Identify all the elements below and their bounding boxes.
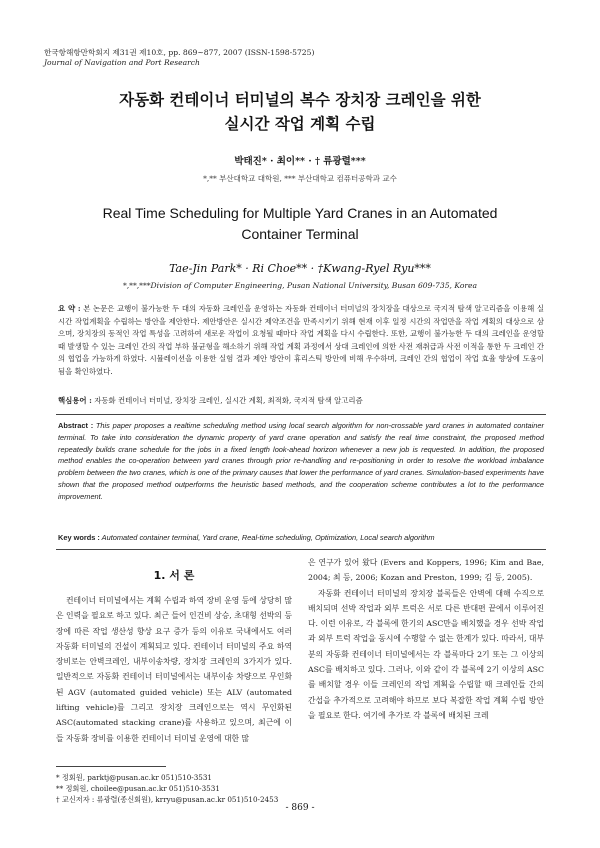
keywords-korean-label: 핵심용어 : — [58, 396, 92, 405]
abstract-korean — [58, 303, 544, 379]
keywords-english — [58, 532, 544, 544]
title-korean — [0, 88, 600, 136]
section-heading: 1. 서 론 — [153, 569, 195, 582]
journal-header — [44, 48, 314, 68]
footnotes — [56, 772, 278, 805]
title-korean-line-2: 실시간 작업 계획 수립 — [224, 115, 376, 133]
body-paragraph: 은 연구가 있어 왔다 (Evers and Koppers, 1996; Kim and Bae, 2004; 최 등, 2006; Kozan and Preston, 1999; 김 등, 2005). — [308, 558, 544, 583]
footnote-item: ** 정회원, choilee@pusan.ac.kr 051)510-3531 — [56, 784, 220, 793]
affiliation-english: *,**,***Division of Computer Engineering, Pusan National University, Busan 609-735, Korea — [122, 281, 478, 290]
keywords-english-text: Automated container terminal, Yard crane, Real-time scheduling, Optimization, Local search algorithm — [101, 533, 435, 542]
journal-name-en: Journal of Navigation and Port Research — [44, 58, 200, 67]
abstract-english-label: Abstract : — [58, 421, 94, 430]
keywords-korean — [58, 395, 544, 407]
footnote-item: † 교신저자 : 류광렬(종신회원), krryu@pusan.ac.kr 051)510-2453 — [56, 795, 279, 804]
authors-korean: 박태진* · 최이** · † 류광렬*** — [234, 156, 366, 167]
abstract-english-text: This paper proposes a realtime scheduling method using local search algorithm for non-crossable yard cranes in automated container terminal. To take into consideration the dynamic property of yard crane operation and satisfy the real time constraint, the proposed method repeatedly builds crane schedule for the jobs in a fixed length look-ahead horizon whenever a new job is requested. In addition, the proposed method enables the co-operation between yard cranes through prior re-handling and re-positioning in order to resolve the workload imbalance problem between the two cranes, which is one of the primary causes that lower the performance of yard cranes. Simulation-based experiments have shown that the proposed method outperforms the heuristic based methods, and the cooperation scheme contributes a lot to the performance improvement. — [58, 421, 544, 501]
journal-citation: 한국항해항만학회지 제31권 제10호, pp. 869~877, 2007 (ISSN-1598-5725) — [44, 48, 315, 57]
abstract-korean-label: 요 약 : — [58, 304, 81, 313]
title-english-line-2: Container Terminal — [241, 226, 359, 242]
body-column-right — [308, 555, 544, 723]
body-column-left: 컨테이너 터미널에서는 계획 수립과 하역 장비 운영 등에 상당히 많은 인력을 필요로 하고 있다. 최근 들어 인건비 상승, 초대형 선박의 등장에 따른 작업 생산성 향상 요구 증가 등의 이유로 국내에서도 여러 자동화 터미널의 건설이 계획되고 있다. 컨테이너 터미널의 주요 하역 장비로는 안벽크레인, 내부이송차량, 장치장 크레인의 3가지가 있다. 일반적으로 자동화 컨테이너 터미널에서는 내부이송 차량으로 무인화된 AGV (automated guided vehicle) 또는 ALV (automated lifting vehicle)를 그리고 장치장 크레인으로는 역시 무인화된 ASC(automated stacking crane)를 사용하고 있으며, 최근에 이들 자동화 장비를 이용한 컨테이너 터미널 운영에 대한 많 — [56, 596, 292, 743]
divider-top — [56, 414, 546, 415]
page-number: - 869 - — [285, 803, 315, 813]
body-paragraph: 자동화 컨테이너 터미널의 장치장 블록들은 안벽에 대해 수직으로 배치되며 선박 작업과 외부 트럭은 서로 다른 반대편 끝에서 이루어진다. 이런 이유로, 각 블록에 한기의 ASC만을 배치했을 경우 선박 작업과 외부 트럭 작업을 동시에 수행할 수 없는 한계가 있다. 따라서, 대부분의 자동화 컨테이너 터미널에서는 각 블록마다 2기 또는 그 이상의 ASC를 배치하고 있다. 그러나, 이와 같이 각 블록에 2기 이상의 ASC를 배치할 경우 이들 크레인의 작업 계획을 수립할 때 크레인들 간의 간섭을 추가적으로 고려해야 하므로 보다 복잡한 작업 계획 수립 방안을 필요로 한다. 여기에 추가로 각 블록에 배치된 크레 — [308, 588, 544, 720]
abstract-korean-text: 본 논문은 교행이 불가능한 두 대의 자동화 크레인을 운영하는 자동화 컨테이너 터미널의 장치장을 대상으로 국지적 탐색 알고리즘을 이용해 실시간 작업계획을 수립하는 방안을 제안한다. 제안방안은 실시간 제약조건을 만족시키기 위해 현재 이후 일정 시간의 작업만을 작업 계획의 대상으로 삼으며, 장치장의 동적인 작업 특성을 고려하여 새로운 작업이 요청될 때마다 작업 계획을 다시 수립한다. 또한, 교행이 불가능한 두 대의 크레인을 운영할 때 발생할 수 있는 크레인 간의 작업 부하 불균형을 해소하기 위해 작업 계획 과정에서 상대 크레인에 의한 사전 재취급과 사전 이적을 통한 두 크레인 간의 협업을 가능하게 하였다. 시뮬레이션을 이용한 실험 결과 제안 방안이 휴리스틱 방안에 비해 우수하며, 크레인 간의 협업이 작업 효율 향상에 도움이 됨을 확인하였다. — [58, 304, 544, 376]
divider-bottom — [56, 549, 546, 550]
authors-english: Tae-Jin Park* · Ri Choe** · †Kwang-Ryel Ryu*** — [169, 262, 431, 275]
title-english-line-1: Real Time Scheduling for Multiple Yard Cranes in an Automated — [102, 205, 498, 221]
affiliation-korean: *,** 부산대학교 대학원, *** 부산대학교 컴퓨터공학과 교수 — [203, 174, 397, 183]
abstract-english — [58, 420, 544, 503]
footnote-item: * 정회원, parktj@pusan.ac.kr 051)510-3531 — [56, 773, 213, 782]
keywords-english-label: Key words : — [58, 533, 100, 542]
footnote-divider — [56, 766, 166, 767]
title-english — [0, 203, 600, 245]
keywords-korean-text: 자동화 컨테이너 터미널, 장치장 크레인, 실시간 계획, 최적화, 국지적 탐색 알고리즘 — [94, 396, 363, 405]
title-korean-line-1: 자동화 컨테이너 터미널의 복수 장치장 크레인을 위한 — [119, 91, 481, 109]
